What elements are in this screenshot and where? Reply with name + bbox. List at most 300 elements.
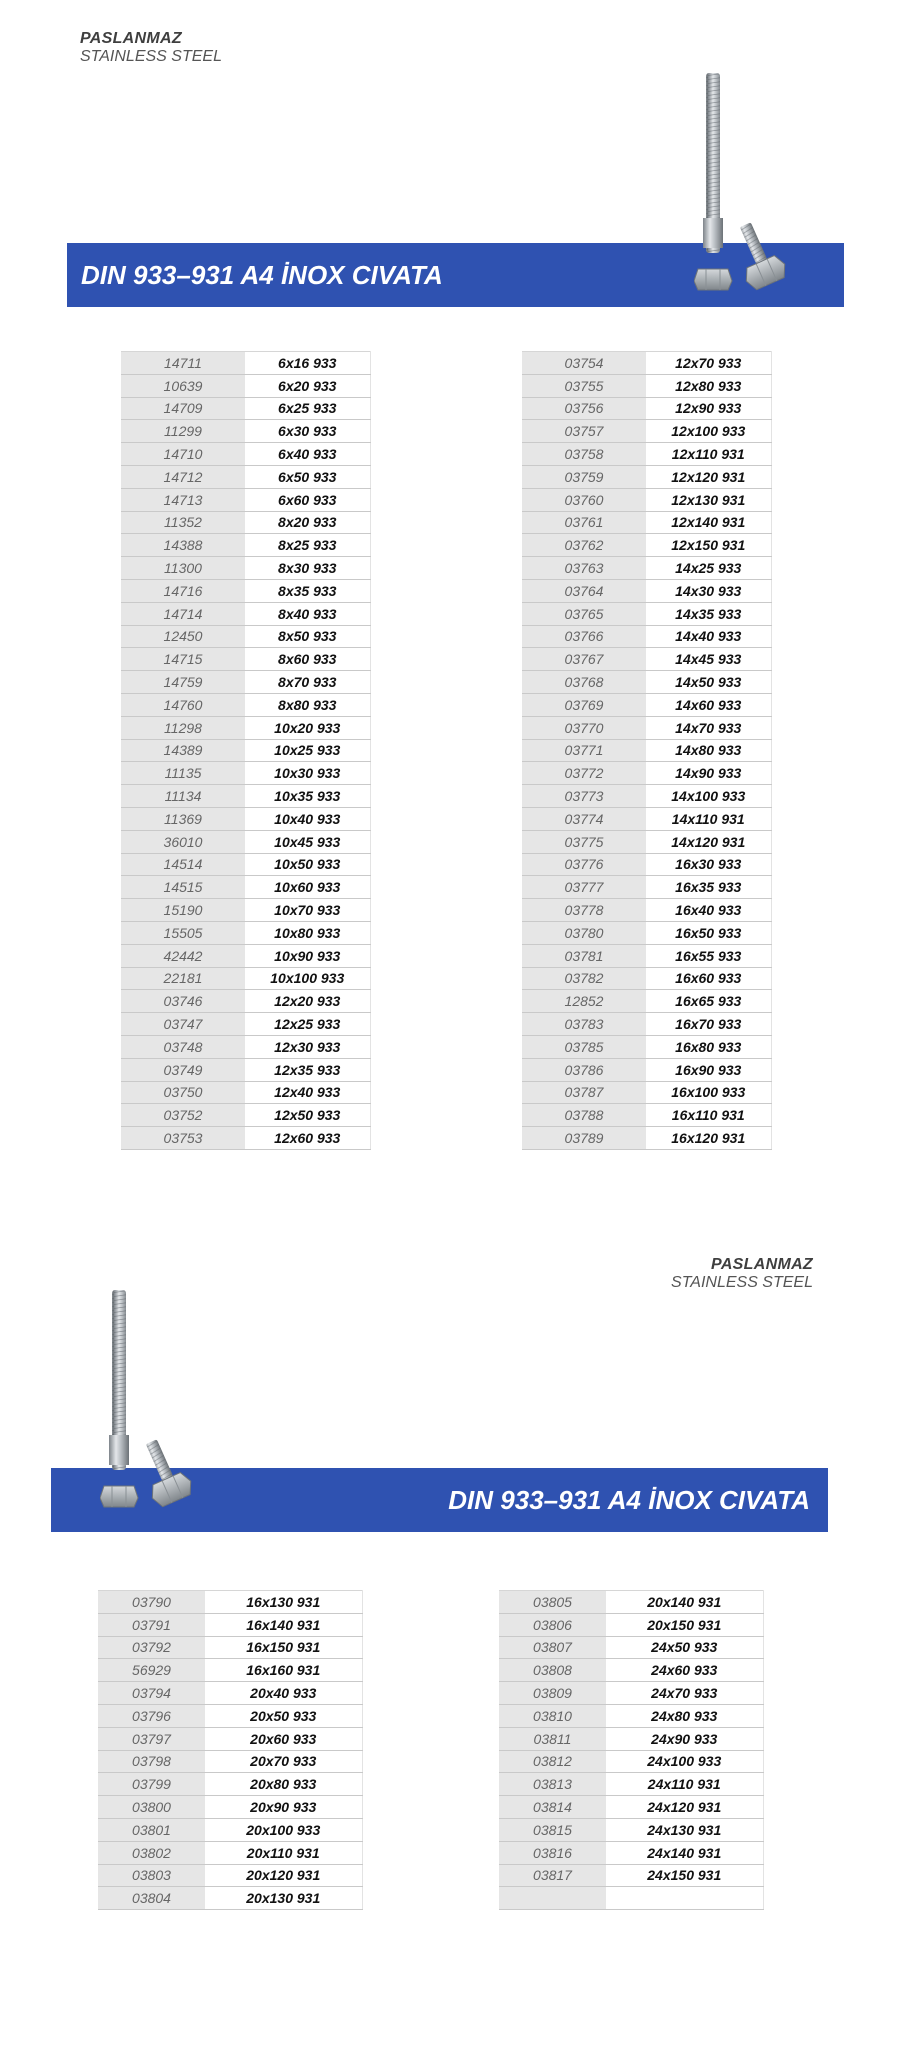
product-code-cell: 03804 — [98, 1887, 205, 1910]
product-size-cell: 8x35 933 — [245, 579, 370, 602]
product-code-cell: 03790 — [98, 1591, 205, 1614]
table-row — [121, 716, 370, 739]
product-code-cell: 14389 — [121, 739, 245, 762]
table-row — [522, 488, 771, 511]
table-row — [499, 1841, 763, 1864]
table-row — [522, 853, 771, 876]
product-size-cell: 16x140 931 — [205, 1613, 362, 1636]
product-code-cell: 10639 — [121, 374, 245, 397]
product-size-cell: 16x160 931 — [205, 1659, 362, 1682]
product-code-cell: 03773 — [522, 785, 646, 808]
product-size-cell: 16x90 933 — [646, 1058, 771, 1081]
product-code-cell: 03785 — [522, 1035, 646, 1058]
table-row — [121, 899, 370, 922]
product-code-cell: 03796 — [98, 1704, 205, 1727]
product-table-left — [98, 1590, 363, 1910]
table-row — [98, 1591, 362, 1614]
product-size-cell: 10x25 933 — [245, 739, 370, 762]
product-size-cell: 8x40 933 — [245, 602, 370, 625]
product-code-cell: 03805 — [499, 1591, 606, 1614]
table-row — [121, 739, 370, 762]
product-code-cell: 03794 — [98, 1682, 205, 1705]
product-code-cell: 03799 — [98, 1773, 205, 1796]
product-code-cell: 15505 — [121, 921, 245, 944]
product-code-cell: 03807 — [499, 1636, 606, 1659]
table-row — [522, 465, 771, 488]
product-table-right — [499, 1590, 764, 1910]
product-code-cell: 03798 — [98, 1750, 205, 1773]
product-size-cell: 16x70 933 — [646, 1013, 771, 1036]
table-row — [499, 1682, 763, 1705]
product-code-cell: 11134 — [121, 785, 245, 808]
table-row — [121, 1035, 370, 1058]
product-size-cell: 8x80 933 — [245, 693, 370, 716]
product-code-cell: 03817 — [499, 1864, 606, 1887]
product-size-cell: 24x130 931 — [606, 1818, 763, 1841]
table-row — [121, 921, 370, 944]
product-size-cell: 10x80 933 — [245, 921, 370, 944]
product-code-cell: 14713 — [121, 488, 245, 511]
product-size-cell: 20x90 933 — [205, 1796, 362, 1819]
table-row — [121, 671, 370, 694]
product-size-cell: 8x50 933 — [245, 625, 370, 648]
product-code-cell: 03746 — [121, 990, 245, 1013]
product-size-cell: 16x30 933 — [646, 853, 771, 876]
table-row — [121, 534, 370, 557]
product-code-cell: 03771 — [522, 739, 646, 762]
table-row — [98, 1636, 362, 1659]
table-row — [522, 1104, 771, 1127]
table-row — [121, 511, 370, 534]
product-code-cell: 03781 — [522, 944, 646, 967]
table-row — [522, 830, 771, 853]
product-size-cell: 20x150 931 — [606, 1613, 763, 1636]
table-row — [499, 1659, 763, 1682]
product-size-cell: 12x80 933 — [646, 374, 771, 397]
product-code-cell: 03809 — [499, 1682, 606, 1705]
product-code-cell: 03808 — [499, 1659, 606, 1682]
product-size-cell: 6x16 933 — [245, 352, 370, 375]
product-code-cell: 03789 — [522, 1127, 646, 1150]
product-size-cell: 14x90 933 — [646, 762, 771, 785]
product-size-cell: 8x70 933 — [245, 671, 370, 694]
table-row — [522, 944, 771, 967]
product-code-cell: 03763 — [522, 557, 646, 580]
table-row — [522, 557, 771, 580]
product-table-left — [121, 351, 371, 1150]
product-code-cell: 14514 — [121, 853, 245, 876]
product-size-cell: 12x90 933 — [646, 397, 771, 420]
table-row — [499, 1773, 763, 1796]
product-size-cell: 16x35 933 — [646, 876, 771, 899]
product-code-cell: 03797 — [98, 1727, 205, 1750]
product-code-cell: 03772 — [522, 762, 646, 785]
table-row — [522, 420, 771, 443]
table-row — [121, 1127, 370, 1150]
product-code-cell: 03762 — [522, 534, 646, 557]
product-size-cell: 8x25 933 — [245, 534, 370, 557]
product-code-cell: 03769 — [522, 693, 646, 716]
table-row — [121, 967, 370, 990]
table-row — [522, 990, 771, 1013]
product-size-cell: 14x70 933 — [646, 716, 771, 739]
table-row — [121, 443, 370, 466]
product-code-cell — [499, 1887, 606, 1910]
product-size-cell: 20x70 933 — [205, 1750, 362, 1773]
product-size-cell: 20x80 933 — [205, 1773, 362, 1796]
product-size-cell: 12x30 933 — [245, 1035, 370, 1058]
product-size-cell: 12x150 931 — [646, 534, 771, 557]
product-code-cell: 03749 — [121, 1058, 245, 1081]
table-row — [121, 374, 370, 397]
product-size-cell: 12x25 933 — [245, 1013, 370, 1036]
product-size-cell: 24x140 931 — [606, 1841, 763, 1864]
product-size-cell: 10x30 933 — [245, 762, 370, 785]
table-row — [499, 1704, 763, 1727]
product-code-cell: 03765 — [522, 602, 646, 625]
table-row — [121, 352, 370, 375]
product-size-cell: 16x110 931 — [646, 1104, 771, 1127]
table-row — [522, 352, 771, 375]
product-code-cell: 14715 — [121, 648, 245, 671]
product-size-cell: 12x100 933 — [646, 420, 771, 443]
product-size-cell: 14x30 933 — [646, 579, 771, 602]
table-row — [121, 648, 370, 671]
table-row — [121, 853, 370, 876]
product-size-cell: 16x100 933 — [646, 1081, 771, 1104]
product-code-cell: 03756 — [522, 397, 646, 420]
table-row — [121, 876, 370, 899]
table-row — [499, 1613, 763, 1636]
brand-subtitle: STAINLESS STEEL — [671, 1274, 813, 1291]
product-code-cell: 03778 — [522, 899, 646, 922]
product-size-cell: 6x40 933 — [245, 443, 370, 466]
product-code-cell: 03812 — [499, 1750, 606, 1773]
product-size-cell: 10x100 933 — [245, 967, 370, 990]
product-code-cell: 14712 — [121, 465, 245, 488]
product-code-cell: 12852 — [522, 990, 646, 1013]
product-size-cell — [606, 1887, 763, 1910]
table-row — [522, 785, 771, 808]
table-row — [522, 716, 771, 739]
product-code-cell: 14709 — [121, 397, 245, 420]
brand-title: PASLANMAZ — [80, 30, 182, 47]
table-row — [499, 1750, 763, 1773]
product-code-cell: 03770 — [522, 716, 646, 739]
table-row — [121, 944, 370, 967]
table-row — [121, 1013, 370, 1036]
product-size-cell: 14x80 933 — [646, 739, 771, 762]
product-code-cell: 12450 — [121, 625, 245, 648]
table-row — [522, 1013, 771, 1036]
product-size-cell: 8x30 933 — [245, 557, 370, 580]
table-row — [522, 443, 771, 466]
table-row — [121, 990, 370, 1013]
product-size-cell: 20x100 933 — [205, 1818, 362, 1841]
product-code-cell: 03768 — [522, 671, 646, 694]
product-size-cell: 14x60 933 — [646, 693, 771, 716]
table-row — [522, 625, 771, 648]
product-code-cell: 03802 — [98, 1841, 205, 1864]
product-size-cell: 16x120 931 — [646, 1127, 771, 1150]
product-size-cell: 10x40 933 — [245, 807, 370, 830]
product-code-cell: 03780 — [522, 921, 646, 944]
product-size-cell: 20x40 933 — [205, 1682, 362, 1705]
product-size-cell: 10x35 933 — [245, 785, 370, 808]
product-size-cell: 24x70 933 — [606, 1682, 763, 1705]
table-row — [98, 1887, 362, 1910]
table-row — [121, 1081, 370, 1104]
product-size-cell: 20x110 931 — [205, 1841, 362, 1864]
product-size-cell: 12x20 933 — [245, 990, 370, 1013]
banner-title: DIN 933–931 A4 İNOX CIVATA — [81, 259, 443, 290]
product-code-cell: 03811 — [499, 1727, 606, 1750]
product-code-cell: 14759 — [121, 671, 245, 694]
table-row — [499, 1727, 763, 1750]
product-code-cell: 11299 — [121, 420, 245, 443]
product-code-cell: 11369 — [121, 807, 245, 830]
product-size-cell: 16x50 933 — [646, 921, 771, 944]
table-row — [522, 693, 771, 716]
product-size-cell: 16x150 931 — [205, 1636, 362, 1659]
table-row — [98, 1796, 362, 1819]
table-row — [499, 1864, 763, 1887]
banner-title: DIN 933–931 A4 İNOX CIVATA — [448, 1484, 810, 1515]
product-size-cell: 12x40 933 — [245, 1081, 370, 1104]
table-row — [121, 602, 370, 625]
product-size-cell: 24x110 931 — [606, 1773, 763, 1796]
hex-bolt-illustration — [100, 1285, 210, 1520]
product-code-cell: 14515 — [121, 876, 245, 899]
table-row — [499, 1636, 763, 1659]
product-code-cell: 03801 — [98, 1818, 205, 1841]
product-size-cell: 12x110 931 — [646, 443, 771, 466]
table-row — [121, 557, 370, 580]
product-size-cell: 20x50 933 — [205, 1704, 362, 1727]
product-size-cell: 6x30 933 — [245, 420, 370, 443]
product-size-cell: 12x35 933 — [245, 1058, 370, 1081]
product-size-cell: 12x70 933 — [646, 352, 771, 375]
product-size-cell: 16x55 933 — [646, 944, 771, 967]
table-row — [121, 625, 370, 648]
product-code-cell: 14710 — [121, 443, 245, 466]
product-code-cell: 03782 — [522, 967, 646, 990]
table-row — [98, 1727, 362, 1750]
product-code-cell: 03754 — [522, 352, 646, 375]
table-row — [121, 762, 370, 785]
table-row — [121, 465, 370, 488]
product-code-cell: 11298 — [121, 716, 245, 739]
product-code-cell: 03761 — [522, 511, 646, 534]
product-code-cell: 11135 — [121, 762, 245, 785]
table-row — [522, 807, 771, 830]
table-row — [522, 511, 771, 534]
product-code-cell: 03787 — [522, 1081, 646, 1104]
product-size-cell: 6x60 933 — [245, 488, 370, 511]
product-code-cell: 03813 — [499, 1773, 606, 1796]
table-row — [522, 397, 771, 420]
product-code-cell: 03800 — [98, 1796, 205, 1819]
table-row — [522, 1081, 771, 1104]
table-row — [121, 579, 370, 602]
product-code-cell: 03786 — [522, 1058, 646, 1081]
product-code-cell: 11300 — [121, 557, 245, 580]
product-size-cell: 20x130 931 — [205, 1887, 362, 1910]
table-row — [522, 899, 771, 922]
product-size-cell: 14x25 933 — [646, 557, 771, 580]
table-row — [522, 1127, 771, 1150]
table-row — [522, 876, 771, 899]
product-size-cell: 12x60 933 — [245, 1127, 370, 1150]
brand-title: PASLANMAZ — [711, 1256, 813, 1273]
product-size-cell: 20x60 933 — [205, 1727, 362, 1750]
product-code-cell: 03774 — [522, 807, 646, 830]
product-size-cell: 10x45 933 — [245, 830, 370, 853]
product-size-cell: 12x120 931 — [646, 465, 771, 488]
table-row — [98, 1864, 362, 1887]
section-page-2 — [0, 1225, 901, 2025]
product-code-cell: 03748 — [121, 1035, 245, 1058]
hex-bolt-illustration — [694, 68, 804, 303]
product-table-right — [522, 351, 772, 1150]
product-code-cell: 36010 — [121, 830, 245, 853]
product-size-cell: 14x45 933 — [646, 648, 771, 671]
product-size-cell: 14x110 931 — [646, 807, 771, 830]
product-code-cell: 03752 — [121, 1104, 245, 1127]
table-row — [121, 1104, 370, 1127]
product-size-cell: 16x130 931 — [205, 1591, 362, 1614]
product-size-cell: 16x60 933 — [646, 967, 771, 990]
table-row — [98, 1704, 362, 1727]
table-row — [121, 1058, 370, 1081]
product-code-cell: 03776 — [522, 853, 646, 876]
product-size-cell: 10x60 933 — [245, 876, 370, 899]
product-size-cell: 6x20 933 — [245, 374, 370, 397]
table-row — [499, 1818, 763, 1841]
product-code-cell: 03753 — [121, 1127, 245, 1150]
table-row — [98, 1750, 362, 1773]
table-row — [121, 420, 370, 443]
table-row — [98, 1773, 362, 1796]
product-code-cell: 22181 — [121, 967, 245, 990]
product-size-cell: 10x50 933 — [245, 853, 370, 876]
product-size-cell: 16x40 933 — [646, 899, 771, 922]
table-row — [522, 762, 771, 785]
product-code-cell: 03764 — [522, 579, 646, 602]
table-row — [522, 648, 771, 671]
product-code-cell: 03766 — [522, 625, 646, 648]
product-code-cell: 14711 — [121, 352, 245, 375]
product-size-cell: 14x40 933 — [646, 625, 771, 648]
product-code-cell: 14760 — [121, 693, 245, 716]
product-code-cell: 03767 — [522, 648, 646, 671]
table-row — [522, 374, 771, 397]
product-size-cell: 12x130 931 — [646, 488, 771, 511]
product-code-cell: 03788 — [522, 1104, 646, 1127]
product-code-cell: 14716 — [121, 579, 245, 602]
product-size-cell: 14x120 931 — [646, 830, 771, 853]
product-code-cell: 03814 — [499, 1796, 606, 1819]
product-code-cell: 03815 — [499, 1818, 606, 1841]
product-size-cell: 10x70 933 — [245, 899, 370, 922]
table-row — [98, 1659, 362, 1682]
product-size-cell: 8x60 933 — [245, 648, 370, 671]
product-size-cell: 14x50 933 — [646, 671, 771, 694]
table-row — [121, 397, 370, 420]
product-code-cell: 03783 — [522, 1013, 646, 1036]
brand-label — [671, 1256, 813, 1292]
table-row — [522, 967, 771, 990]
product-size-cell: 6x25 933 — [245, 397, 370, 420]
table-row — [121, 807, 370, 830]
product-size-cell: 12x50 933 — [245, 1104, 370, 1127]
product-code-cell: 03792 — [98, 1636, 205, 1659]
product-code-cell: 03758 — [522, 443, 646, 466]
product-size-cell: 24x50 933 — [606, 1636, 763, 1659]
product-size-cell: 20x120 931 — [205, 1864, 362, 1887]
table-row — [121, 830, 370, 853]
product-code-cell: 03747 — [121, 1013, 245, 1036]
table-row — [522, 602, 771, 625]
product-code-cell: 03810 — [499, 1704, 606, 1727]
product-code-cell: 56929 — [98, 1659, 205, 1682]
table-row — [121, 693, 370, 716]
product-code-cell: 03775 — [522, 830, 646, 853]
product-code-cell: 03757 — [522, 420, 646, 443]
product-size-cell: 24x90 933 — [606, 1727, 763, 1750]
table-row — [98, 1818, 362, 1841]
product-code-cell: 14388 — [121, 534, 245, 557]
product-size-cell: 16x80 933 — [646, 1035, 771, 1058]
product-size-cell: 12x140 931 — [646, 511, 771, 534]
product-code-cell: 03806 — [499, 1613, 606, 1636]
brand-subtitle: STAINLESS STEEL — [80, 48, 222, 65]
table-row — [522, 1058, 771, 1081]
table-row — [522, 579, 771, 602]
product-size-cell: 16x65 933 — [646, 990, 771, 1013]
table-row — [98, 1841, 362, 1864]
product-size-cell: 24x60 933 — [606, 1659, 763, 1682]
product-size-cell: 24x150 931 — [606, 1864, 763, 1887]
table-row — [522, 921, 771, 944]
product-code-cell: 03777 — [522, 876, 646, 899]
product-size-cell: 6x50 933 — [245, 465, 370, 488]
product-code-cell: 15190 — [121, 899, 245, 922]
product-size-cell: 24x120 931 — [606, 1796, 763, 1819]
product-code-cell: 03791 — [98, 1613, 205, 1636]
product-code-cell: 03803 — [98, 1864, 205, 1887]
product-size-cell: 14x100 933 — [646, 785, 771, 808]
table-row — [522, 671, 771, 694]
table-row — [98, 1613, 362, 1636]
table-row — [121, 785, 370, 808]
table-row — [499, 1796, 763, 1819]
product-code-cell: 03755 — [522, 374, 646, 397]
table-row — [522, 1035, 771, 1058]
product-size-cell: 10x20 933 — [245, 716, 370, 739]
product-code-cell: 03759 — [522, 465, 646, 488]
product-size-cell: 14x35 933 — [646, 602, 771, 625]
product-code-cell: 14714 — [121, 602, 245, 625]
table-row — [98, 1682, 362, 1705]
product-code-cell: 03816 — [499, 1841, 606, 1864]
brand-label — [80, 30, 222, 66]
table-row — [522, 534, 771, 557]
product-size-cell: 8x20 933 — [245, 511, 370, 534]
product-size-cell: 10x90 933 — [245, 944, 370, 967]
product-size-cell: 24x80 933 — [606, 1704, 763, 1727]
table-row — [499, 1591, 763, 1614]
